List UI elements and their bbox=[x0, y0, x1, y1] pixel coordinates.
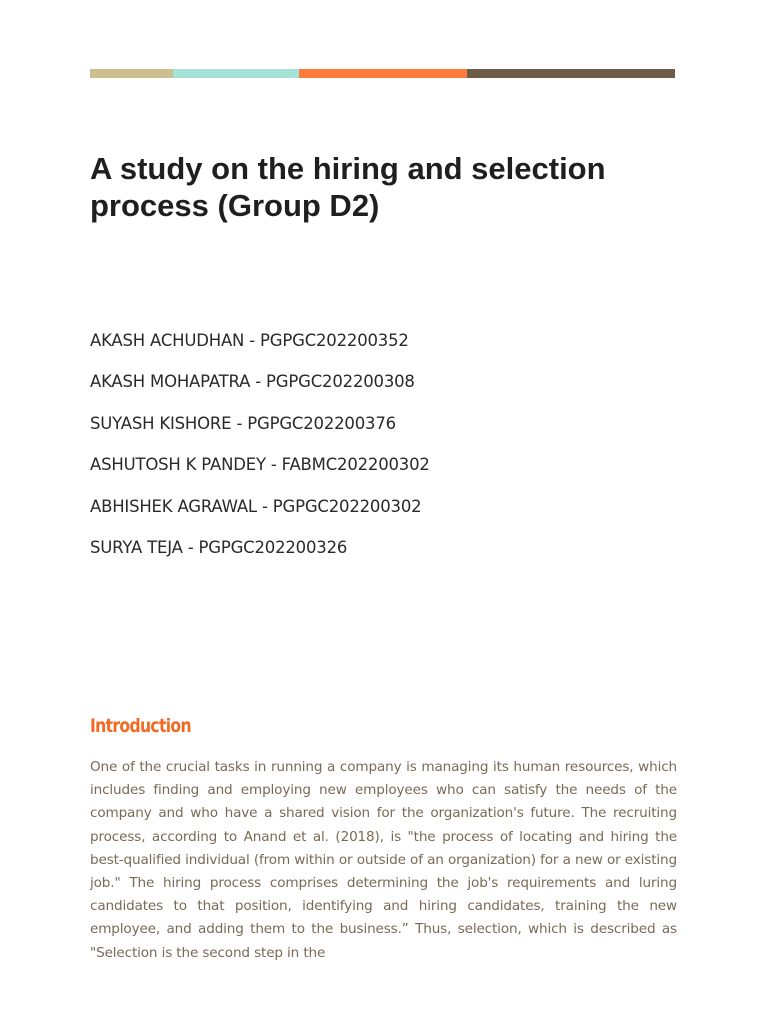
document-title: A study on the hiring and selection process (Group D2) bbox=[90, 151, 606, 223]
group-member-list bbox=[90, 331, 690, 579]
group-member-item: SUYASH KISHORE - PGPGC202200376 bbox=[90, 413, 396, 433]
color-bar-segment-tan bbox=[90, 69, 173, 78]
color-bar-segment-brown bbox=[467, 69, 675, 78]
decorative-color-bar bbox=[90, 69, 675, 78]
group-member-item: ASHUTOSH K PANDEY - FABMC202200302 bbox=[90, 455, 430, 475]
introduction-heading: Introduction bbox=[90, 715, 191, 737]
color-bar-segment-orange bbox=[299, 69, 467, 78]
group-member-item: SURYA TEJA - PGPGC202200326 bbox=[90, 537, 348, 557]
group-member-item: ABHISHEK AGRAWAL - PGPGC202200302 bbox=[90, 496, 422, 516]
introduction-paragraph: One of the crucial tasks in running a company is managing its human resources, which includes finding and employing new employees who can satisfy the needs of the company and who have a shared vision for the organization's future. The recruiting process, according to Anand et al. (2018), is "the process of locating and hiring the best-qualified individual (from within or outside of an organization) for a new or existing job." The hiring process comprises determining the job's requirements and luring candidates to that position, identifying and hiring candidates, training the new employee, and adding them to the business.” Thus, selection, which is described as "Selection is the second step in the bbox=[90, 759, 677, 961]
group-member-item: AKASH MOHAPATRA - PGPGC202200308 bbox=[90, 372, 415, 392]
color-bar-segment-mint bbox=[173, 69, 299, 78]
group-member-item: AKASH ACHUDHAN - PGPGC202200352 bbox=[90, 331, 409, 350]
